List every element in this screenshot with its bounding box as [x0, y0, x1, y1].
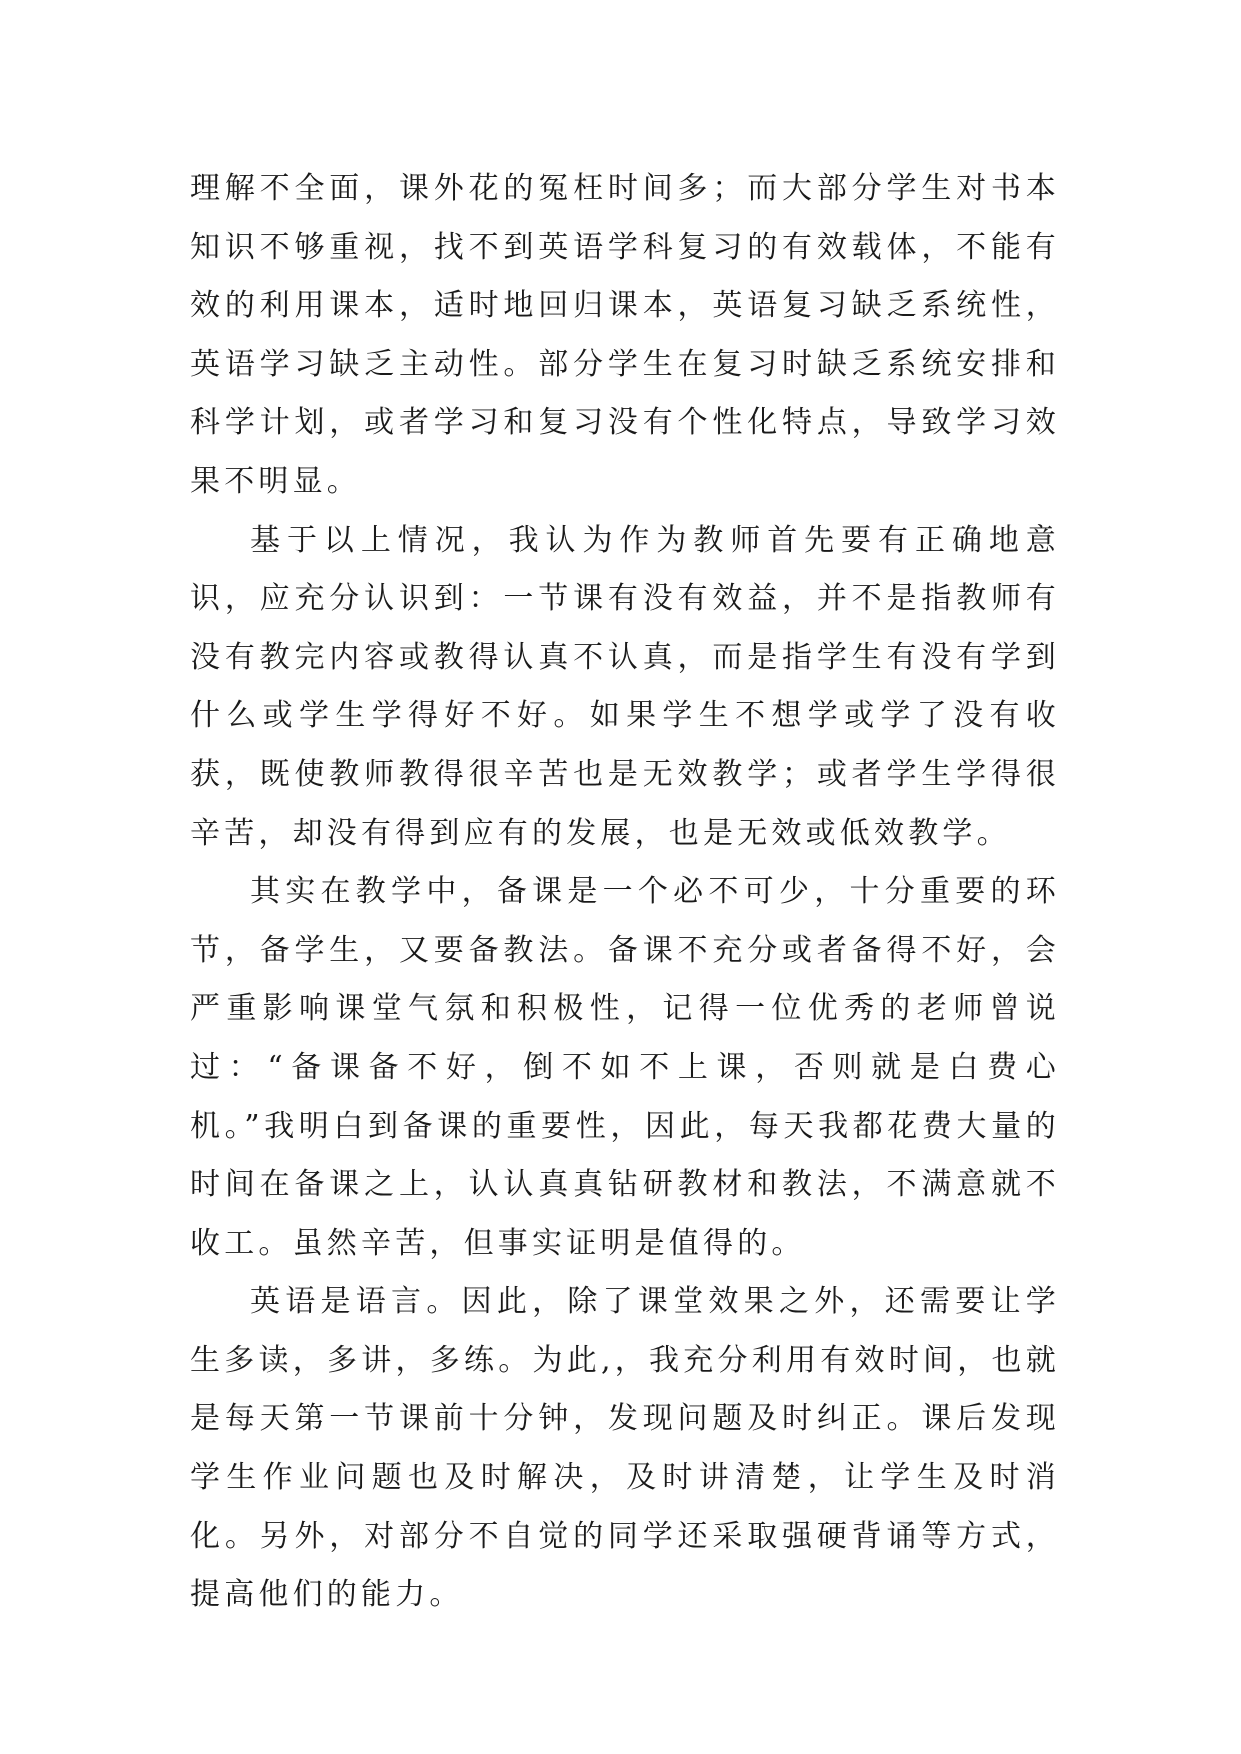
document-body	[190, 160, 1060, 1625]
paragraph-2: 基于以上情况，我认为作为教师首先要有正确地意识，应充分认识到：一节课有没有效益，并不是指教师有没有教完内容或教得认真不认真，而是指学生有没有学到什么或学生学得好不好。如果学生不想学或学了没有收获，既使教师教得很辛苦也是无效教学；或者学生学得很辛苦，却没有得到应有的发展，也是无效或低效教学。	[190, 522, 1060, 851]
paragraph-3: 其实在教学中，备课是一个必不可少，十分重要的环节，备学生，又要备教法。备课不充分或者备得不好，会严重影响课堂气氛和积极性，记得一位优秀的老师曾说过：“备课备不好，倒不如不上课，否则就是白费心机。”我明白到备课的重要性，因此，每天我都花费大量的时间在备课之上，认认真真钻研教材和教法，不满意就不收工。虽然辛苦，但事实证明是值得的。	[190, 874, 1060, 1261]
paragraph-4: 英语是语言。因此，除了课堂效果之外，还需要让学生多读，多讲，多练。为此,，我充分利用有效时间，也就是每天第一节课前十分钟，发现问题及时纠正。课后发现学生作业问题也及时解决，及时讲清楚，让学生及时消化。另外，对部分不自觉的同学还采取强硬背诵等方式，提高他们的能力。	[190, 1284, 1060, 1613]
paragraph-1: 理解不全面，课外花的冤枉时间多；而大部分学生对书本知识不够重视，找不到英语学科复习的有效载体，不能有效的利用课本，适时地回归课本，英语复习缺乏系统性，英语学习缺乏主动性。部分学生在复习时缺乏系统安排和科学计划，或者学习和复习没有个性化特点，导致学习效果不明显。	[190, 171, 1060, 499]
